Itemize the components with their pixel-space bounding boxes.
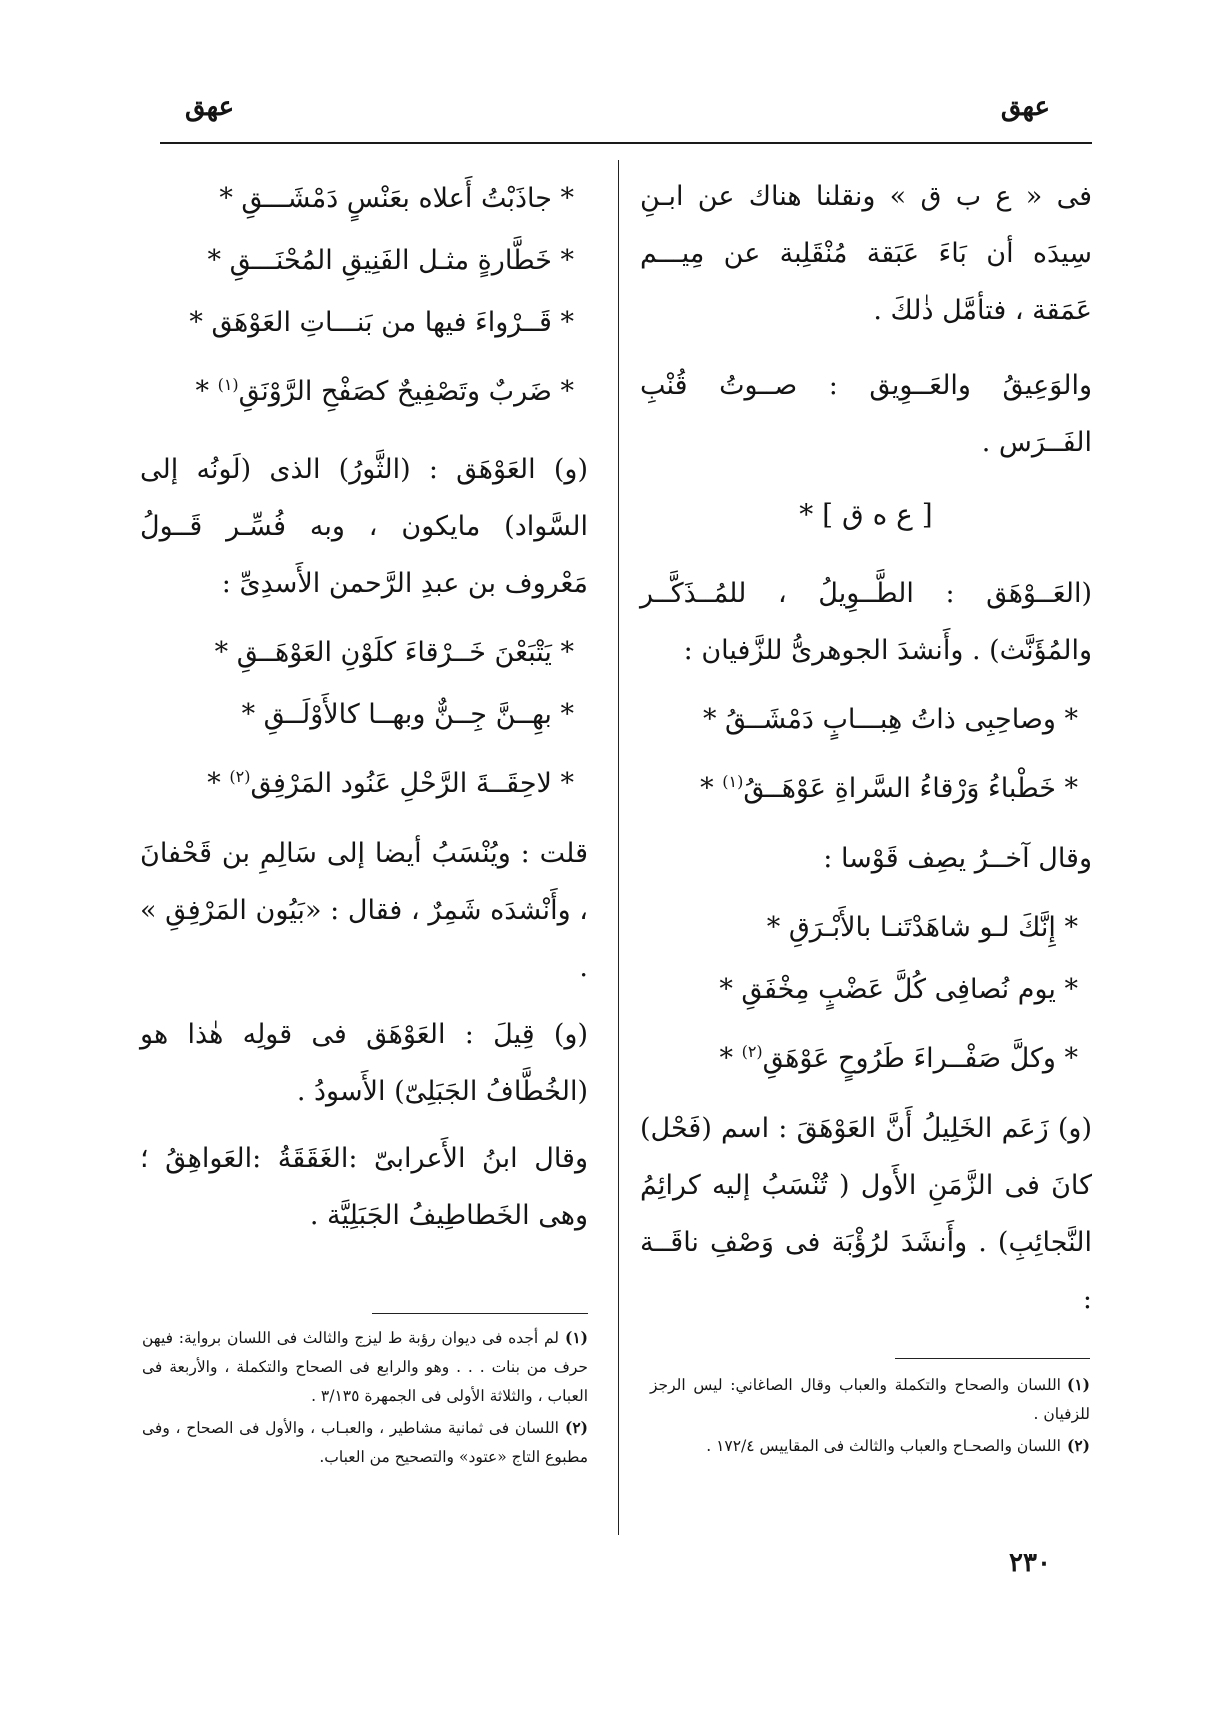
right-column <box>640 168 1092 1328</box>
footnote-ref: (٢) <box>741 1042 763 1061</box>
footnote-number: (٢) <box>564 1418 588 1437</box>
paragraph: (و) قِيلَ : العَوْهَق فى قولِه هٰذا هو (الخُطَّافُ الجَبَلِىّ) الأَسودُ . <box>140 1019 588 1107</box>
footnotes-right <box>650 1370 1090 1463</box>
verse-end: * <box>700 773 723 804</box>
paragraph: (و) العَوْهَق : (الثَّورُ) الذى (لَونُه إلى السَّواد) مايكون ، وبه فُسِّـر قَــولُ مَعْروف بن عبدِ الرَّحمن الأَسدِىِّ : <box>140 454 588 599</box>
footnote <box>142 1413 588 1472</box>
footnote-text: اللسان فى ثمانية مشاطير ، والعبـاب ، والأول فى الصحاح ، وفى مطبوع التاج «عتود» والتصحيح من العباب. <box>142 1419 588 1466</box>
footnotes-left <box>142 1323 588 1474</box>
verse-line <box>140 354 588 423</box>
verse-line: * بهِــنَّ جِــنٌّ وبهــا كالأَوْلَــقِ * <box>241 699 574 730</box>
footnote <box>650 1431 1090 1461</box>
footnote <box>142 1323 588 1411</box>
verse-text: * ضَربٌ وتَصْفِيحٌ كصَفْحِ الرَّوْنَقِ <box>238 376 574 407</box>
footnote-ref: (١) <box>722 772 744 791</box>
header-rule <box>160 142 1092 144</box>
verse-line: * يَتْبَعْنَ خَــرْقاءَ كلَوْنِ العَوْهَــقِ * <box>214 637 574 668</box>
verse-line <box>640 751 1092 820</box>
paragraph: (و) زَعَم الخَلِيلُ أَنَّ العَوْهَقَ : اسم (فَحْل) كانَ فى الزَّمَنِ الأَول ( تُنْسَبُ إليه كرائِمُ النَّجائِبِ) . وأَنشَدَ لرُؤْبَة فى وَصْفِ ناقَــة : <box>640 1113 1092 1315</box>
footnote-rule <box>895 1358 1090 1359</box>
footnote-ref: (١) <box>217 375 239 394</box>
paragraph: قلت : ويُنْسَبُ أيضا إلى سَالِمِ بن قَحْفانَ ، وأَنْشدَه شَمِرٌ ، فقال : «بَيُون المَرْفِقِ » . <box>140 838 588 983</box>
verse-text: * خَطْباءُ وَرْقاءُ السَّراةِ عَوْهَــقُ <box>743 773 1078 804</box>
running-header-left: عهق <box>185 92 235 122</box>
footnote-number: (٢) <box>1066 1436 1090 1455</box>
page-number: ٢٣٠ <box>1009 1548 1051 1578</box>
paragraph: فى « ع ب ق » ونقلنا هناك عن ابـنِ سِيدَه أن بَاءَ عَبَقة مُنْقَلِبة عن مِيـــم عَمَقة ، فتأمَّل ذٰلكَ . <box>640 181 1092 326</box>
verse-line: * إِنَّكَ لـو شاهَدْتَنـا بالأَبْـرَقِ * <box>766 912 1078 943</box>
verse-end: * <box>195 376 218 407</box>
verse-line <box>140 746 588 815</box>
footnote <box>650 1370 1090 1429</box>
footnote-rule <box>372 1313 588 1314</box>
column-divider <box>618 160 619 1535</box>
verse-line: * جاذَبْتُ أَعلاه بعَنْسٍ دَمْشَـــقِ * <box>219 183 574 214</box>
running-header-right: عهق <box>1000 92 1050 122</box>
verse-line: * وصاحِبِى ذاتُ هِبـــابٍ دَمْشَــقُ * <box>702 704 1078 735</box>
verse-text: * وكلَّ صَفْــراءَ طَرُوحٍ عَوْهَقِ <box>762 1043 1078 1074</box>
verse-end: * <box>207 768 230 799</box>
paragraph: وقال آخــرُ يصِف قَوْسا : <box>823 843 1092 874</box>
footnote-text: لم أجده فى ديوان رؤبة ط ليزج والثالث فى اللسان برواية: فيهن حرف من بنات . . . وهو والرابع فى الصحاح والتكملة ، والأربعة فى العباب ، والثلاثة الأولى فى الجمهرة ٣/١٣٥ . <box>142 1329 588 1405</box>
footnote-text: اللسان والصحـاح والعباب والثالث فى المقاييس ١٧٢/٤ . <box>706 1437 1061 1455</box>
paragraph: والوَعِيقُ والعَــوِيق : صــوتُ قُنْبِ الفَــرَس . <box>640 370 1092 458</box>
verse-line: * خَطَّارةٍ مثـل الفَنِيقِ المُحْنَـــقِ * <box>207 245 574 276</box>
footnote-text: اللسان والصحاح والتكملة والعباب وقال الصاغاني: ليس الرجز للزفيان . <box>650 1376 1090 1423</box>
verse-text: * لاحِقَــةَ الرَّحْلِ عَنُود المَرْفِق <box>250 768 574 799</box>
paragraph: وقال ابنُ الأَعرابىّ :الغَقَقَةُ :العَواهِقُ ؛ وهى الخَطاطِيفُ الجَبَلِيَّة . <box>140 1143 588 1231</box>
verse-line: * يوم نُصافِى كُلَّ عَضْبٍ مِخْفَقِ * <box>719 974 1078 1005</box>
entry-heading: [ ع ه ق ] * <box>799 498 933 531</box>
verse-end: * <box>719 1043 742 1074</box>
footnote-ref: (٢) <box>229 767 251 786</box>
verse-line: * قَــرْواءَ فيها من بَنـــاتِ العَوْهَق * <box>189 307 574 338</box>
left-column <box>140 168 588 1244</box>
footnote-number: (١) <box>1066 1375 1090 1394</box>
footnote-number: (١) <box>564 1328 588 1347</box>
paragraph: (العَــوْهَق : الطَّــوِيلُ ، للمُــذَكَّــر والمُؤَنَّث) . وأَنشدَ الجوهرىُّ للزَّفيان : <box>640 578 1092 666</box>
verse-line <box>640 1021 1092 1090</box>
